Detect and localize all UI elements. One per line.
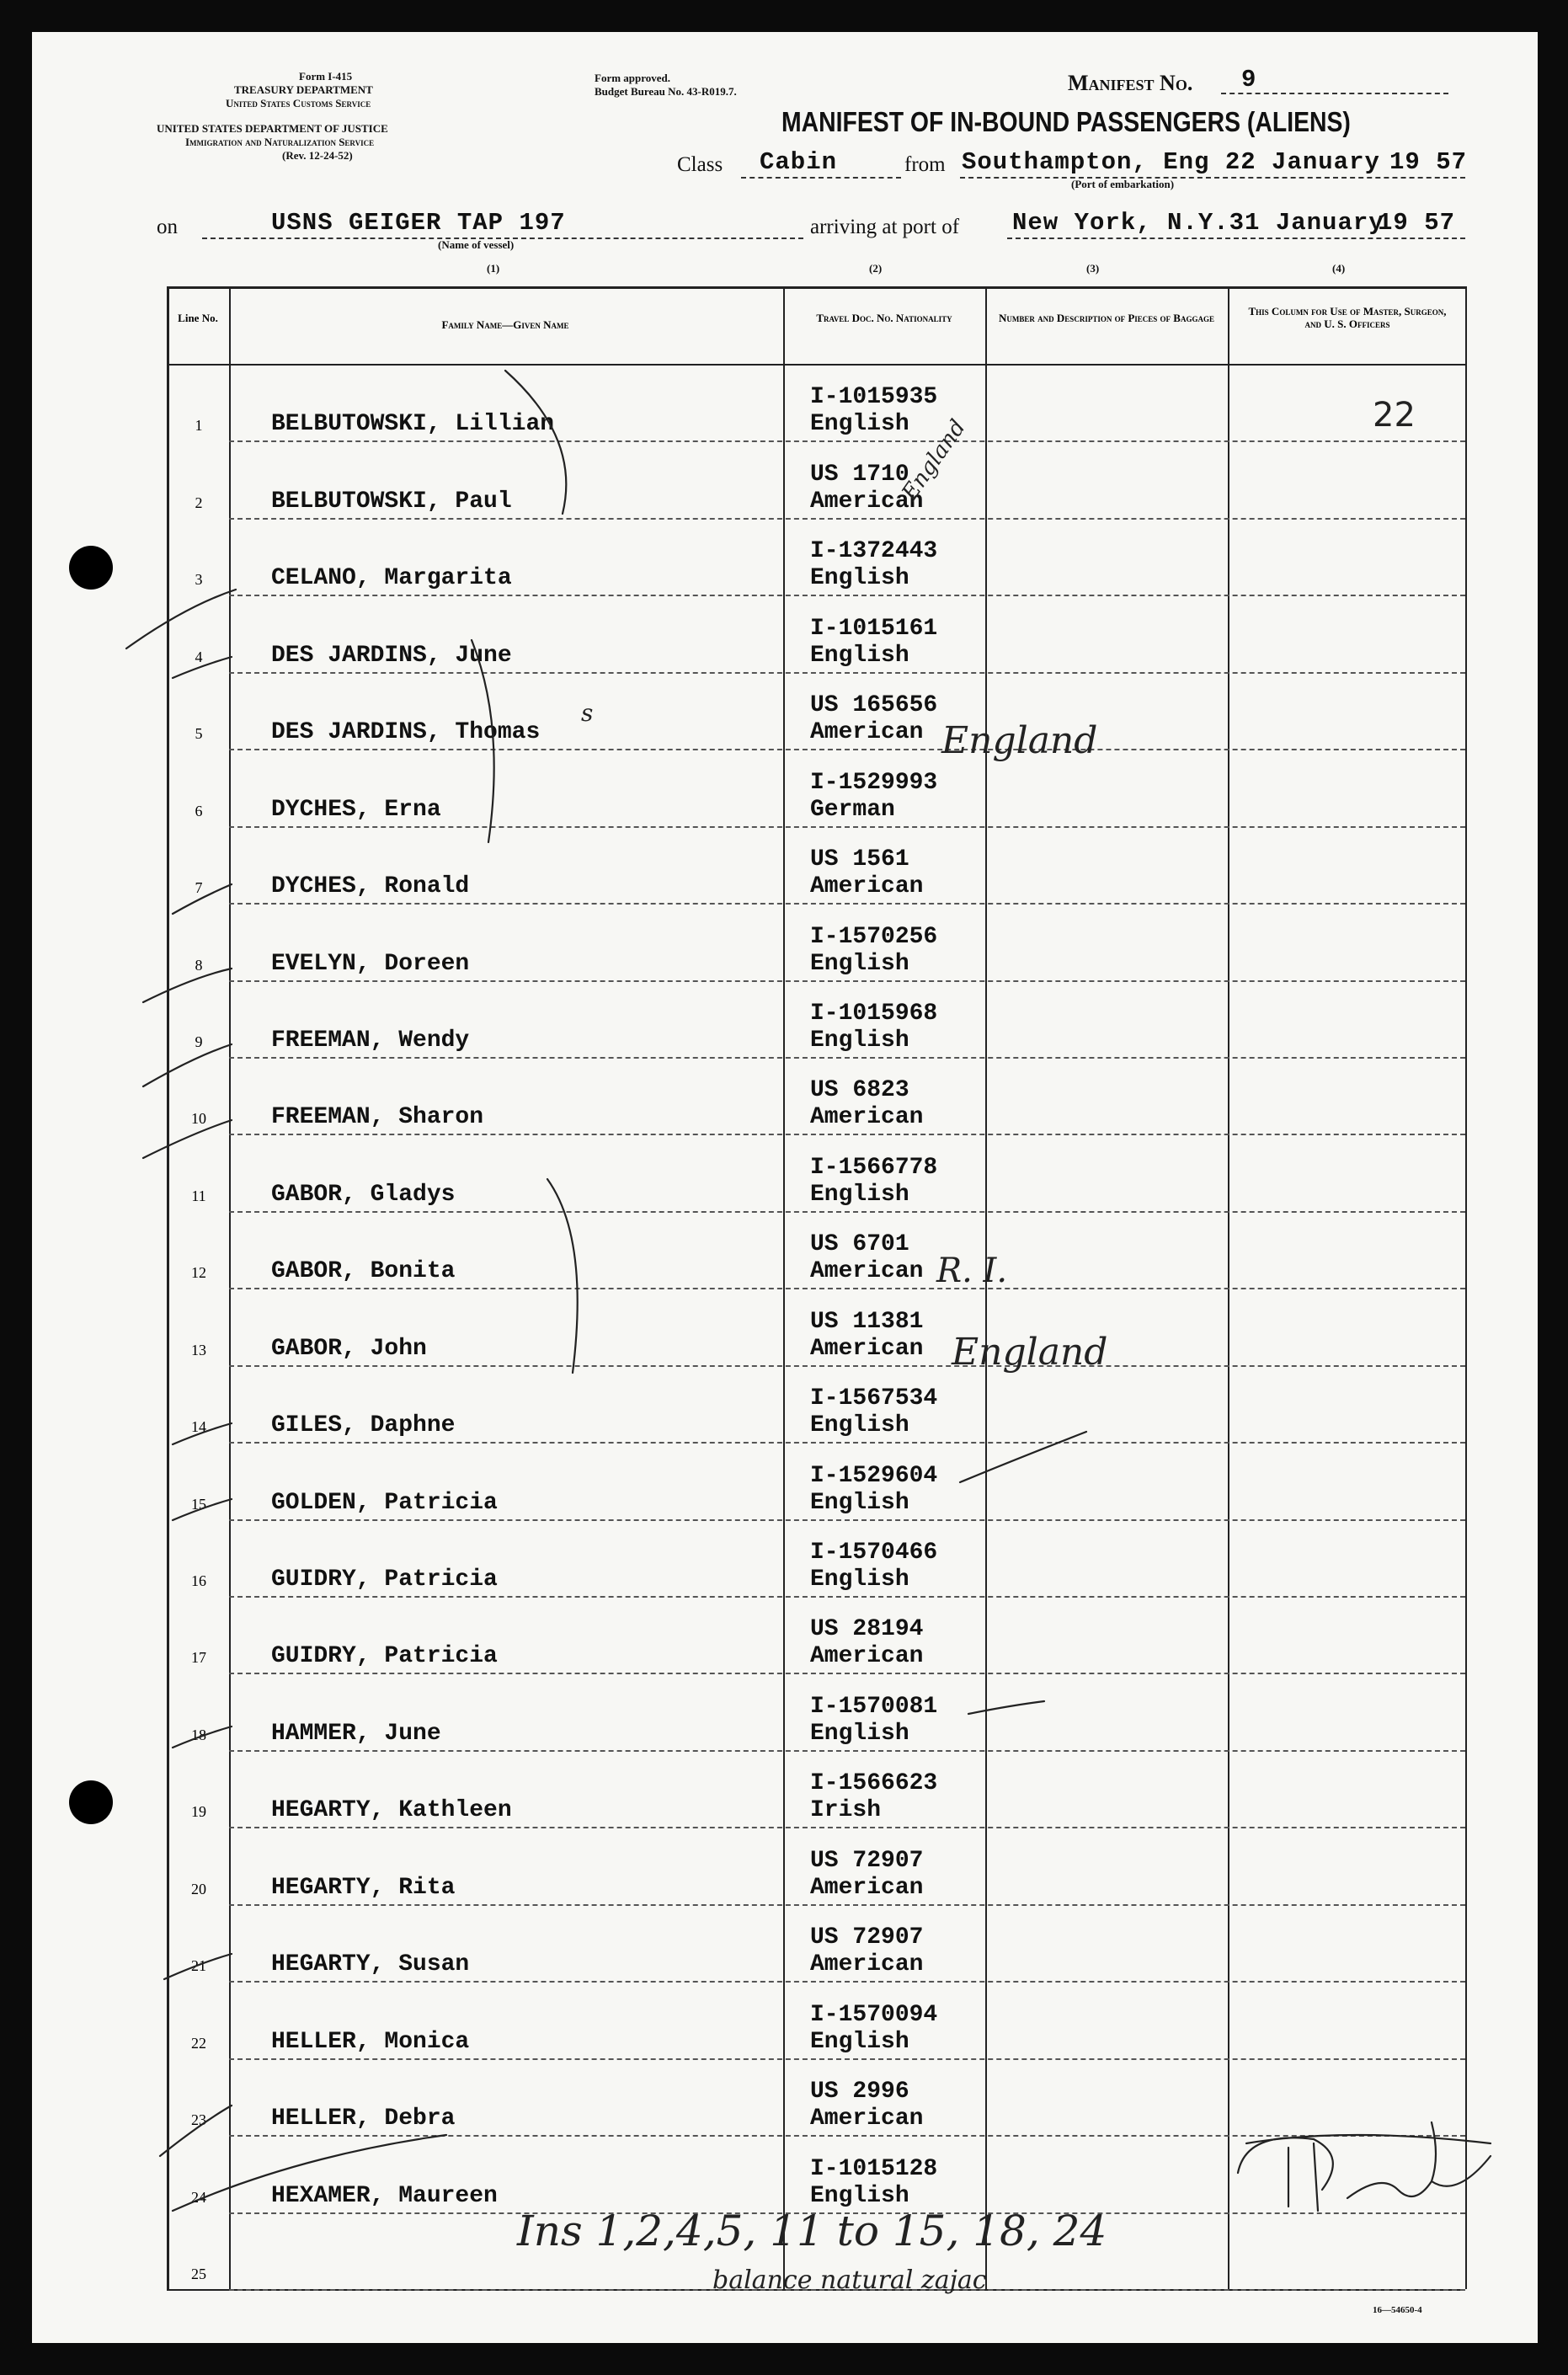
travel-doc-number: I-1570081 (810, 1693, 938, 1720)
arriving-label: arriving at port of (810, 216, 960, 238)
line-number: 24 (191, 2188, 206, 2206)
line-number: 12 (191, 1264, 206, 1282)
passenger-name: HELLER, Monica (271, 2028, 470, 2055)
travel-doc-number: US 72907 (810, 1847, 924, 1874)
line-number: 2 (195, 494, 203, 511)
line-number: 19 (191, 1803, 206, 1821)
arrival-year: 19 57 (1378, 209, 1456, 237)
nationality: English (810, 2182, 909, 2209)
class-label: Class (677, 153, 723, 176)
department-of-justice: UNITED STATES DEPARTMENT OF JUSTICE (157, 122, 388, 135)
treasury-department: TREASURY DEPARTMENT (234, 83, 373, 96)
line-number: 21 (191, 1957, 206, 1975)
travel-doc-number: US 11381 (810, 1308, 924, 1335)
nationality: English (810, 950, 909, 977)
travel-doc-number: I-1570094 (810, 2001, 938, 2028)
customs-service: United States Customs Service (226, 97, 371, 109)
nationality: American (810, 488, 924, 515)
nationality: American (810, 1874, 924, 1901)
line-number: 6 (195, 802, 203, 819)
line-number: 9 (195, 1033, 203, 1050)
travel-doc-number: US 72907 (810, 1924, 924, 1951)
travel-doc-number: I-1529993 (810, 769, 938, 796)
passenger-name: DYCHES, Erna (271, 796, 441, 823)
arrival-value: New York, N.Y.31 January (1012, 209, 1384, 237)
embarkation-value: Southampton, Eng 22 January (962, 148, 1380, 176)
nationality: American (810, 719, 924, 746)
travel-doc-number: I-1566623 (810, 1770, 938, 1797)
port-caption: (Port of embarkation) (1071, 178, 1175, 190)
travel-doc-number: I-1015128 (810, 2155, 938, 2182)
class-value: Cabin (760, 148, 838, 176)
passenger-name: GUIDRY, Patricia (271, 1643, 498, 1670)
passenger-name: DES JARDINS, June (271, 642, 512, 669)
bottom-handwritten-note: Ins 1,2,4,5, 11 to 15, 18, 24 (517, 2207, 1107, 2255)
nationality: English (810, 1027, 909, 1054)
line-number: 8 (195, 956, 203, 974)
passenger-name: HEGARTY, Kathleen (271, 1797, 512, 1824)
travel-doc-number: I-1015935 (810, 384, 938, 411)
passenger-name: HEGARTY, Rita (271, 1874, 456, 1901)
col-num-3: (3) (1086, 262, 1100, 275)
line-number: 3 (195, 571, 203, 589)
nationality: English (810, 1720, 909, 1747)
line-number: 11 (191, 1187, 206, 1204)
passenger-name: GUIDRY, Patricia (271, 1566, 498, 1593)
row5-handwritten-note: England (941, 719, 1098, 762)
on-label: on (157, 216, 178, 238)
col-num-2: (2) (869, 262, 883, 275)
nationality: English (810, 642, 909, 669)
travel-doc-number: US 2996 (810, 2079, 909, 2105)
bottom-handwritten-note-2: balance natural zajac (712, 2266, 987, 2295)
nationality: English (810, 1566, 909, 1593)
col-num-4: (4) (1332, 262, 1346, 275)
row5-mark: s (581, 699, 594, 727)
travel-doc-number: US 6701 (810, 1231, 909, 1258)
vessel-caption: (Name of vessel) (438, 238, 515, 251)
passenger-name: DYCHES, Ronald (271, 873, 470, 900)
travel-doc-number: US 1561 (810, 846, 909, 873)
line-number: 25 (191, 2266, 206, 2282)
travel-doc-number: US 28194 (810, 1616, 924, 1643)
passenger-name: HELLER, Debra (271, 2105, 456, 2132)
passenger-name: FREEMAN, Wendy (271, 1027, 470, 1054)
travel-doc-number: I-1566778 (810, 1154, 938, 1181)
passenger-name: BELBUTOWSKI, Paul (271, 488, 512, 515)
nationality: American (810, 1951, 924, 1978)
row2-handwritten-note: England (897, 415, 971, 505)
nationality: English (810, 565, 909, 592)
nationality: American (810, 1258, 924, 1285)
budget-bureau: Budget Bureau No. 43-R019.7. (595, 85, 737, 98)
passenger-name: FREEMAN, Sharon (271, 1104, 484, 1131)
passenger-name: GOLDEN, Patricia (271, 1489, 498, 1516)
travel-doc-number: I-1015968 (810, 1000, 938, 1027)
travel-doc-number: I-1570256 (810, 923, 938, 950)
line-number: 10 (191, 1110, 206, 1128)
line-number: 17 (191, 1649, 206, 1667)
line-number: 7 (195, 879, 203, 897)
passenger-name: HEGARTY, Susan (271, 1951, 470, 1978)
passenger-name: CELANO, Margarita (271, 565, 512, 592)
passenger-name: GILES, Daphne (271, 1412, 456, 1439)
vessel-name: USNS GEIGER TAP 197 (271, 209, 566, 237)
row12-handwritten-note: R. I. (936, 1252, 1008, 1290)
travel-doc-number: I-1570466 (810, 1540, 938, 1566)
line-number: 14 (191, 1418, 206, 1436)
manifest-number-label: Manifest No. (1068, 71, 1193, 95)
line-number: 4 (195, 648, 203, 665)
col-num-1: (1) (487, 262, 500, 275)
embarkation-year: 19 57 (1389, 148, 1468, 176)
passenger-name: HAMMER, June (271, 1720, 441, 1747)
nationality: English (810, 411, 909, 438)
travel-doc-number: I-1015161 (810, 615, 938, 642)
nationality: German (810, 796, 895, 823)
nationality: English (810, 2028, 909, 2055)
header-name: Family Name—Given Name (441, 318, 569, 331)
line-number: 15 (191, 1495, 206, 1513)
nationality: American (810, 1643, 924, 1670)
nationality: English (810, 1181, 909, 1208)
travel-doc-number: I-1372443 (810, 538, 938, 565)
line-number: 20 (191, 1880, 206, 1897)
manifest-title: MANIFEST OF IN-BOUND PASSENGERS (ALIENS) (781, 106, 1351, 137)
travel-doc-number: I-1529604 (810, 1462, 938, 1489)
ins-service: Immigration and Naturalization Service (185, 136, 375, 148)
line-number: 1 (195, 417, 203, 435)
officer-count-note: 22 (1373, 396, 1416, 435)
travel-doc-number: US 1710 (810, 461, 909, 488)
line-number: 16 (191, 1572, 206, 1590)
passenger-name: EVELYN, Doreen (271, 950, 470, 977)
travel-doc-number: US 165656 (810, 692, 938, 719)
line-number: 13 (191, 1341, 206, 1358)
nationality: American (810, 873, 924, 900)
form-approved: Form approved. (595, 72, 671, 84)
passenger-name: HEXAMER, Maureen (271, 2182, 498, 2209)
nationality: English (810, 1412, 909, 1439)
line-number: 23 (191, 2111, 206, 2129)
line-number: 22 (191, 2034, 206, 2052)
line-number: 18 (191, 1726, 206, 1743)
header-travel-doc: Travel Doc. No. Nationality (816, 312, 952, 324)
header-line-no: Line No. (178, 312, 218, 324)
passenger-name: DES JARDINS, Thomas (271, 719, 541, 746)
nationality: American (810, 2105, 924, 2132)
print-code: 16—54650-4 (1373, 2305, 1422, 2315)
form-number: Form I-415 (299, 70, 353, 83)
passenger-name: BELBUTOWSKI, Lillian (271, 411, 555, 438)
revision: (Rev. 12-24-52) (282, 149, 353, 162)
travel-doc-number: I-1567534 (810, 1385, 938, 1412)
travel-doc-number: US 6823 (810, 1077, 909, 1104)
nationality: American (810, 1335, 924, 1362)
manifest-number: 9 (1241, 66, 1257, 93)
passenger-name: GABOR, Bonita (271, 1258, 456, 1285)
nationality: Irish (810, 1797, 882, 1824)
line-number: 5 (195, 725, 203, 743)
from-label: from (904, 153, 946, 176)
passenger-name: GABOR, Gladys (271, 1181, 456, 1208)
header-officers: This Column for Use of Master, Surgeon, and U. S. Officers (1248, 305, 1447, 330)
row13-handwritten-note: England (952, 1331, 1108, 1374)
passenger-name: GABOR, John (271, 1335, 427, 1362)
header-baggage: Number and Description of Pieces of Baggage (999, 312, 1214, 324)
nationality: English (810, 1489, 909, 1516)
nationality: American (810, 1104, 924, 1131)
